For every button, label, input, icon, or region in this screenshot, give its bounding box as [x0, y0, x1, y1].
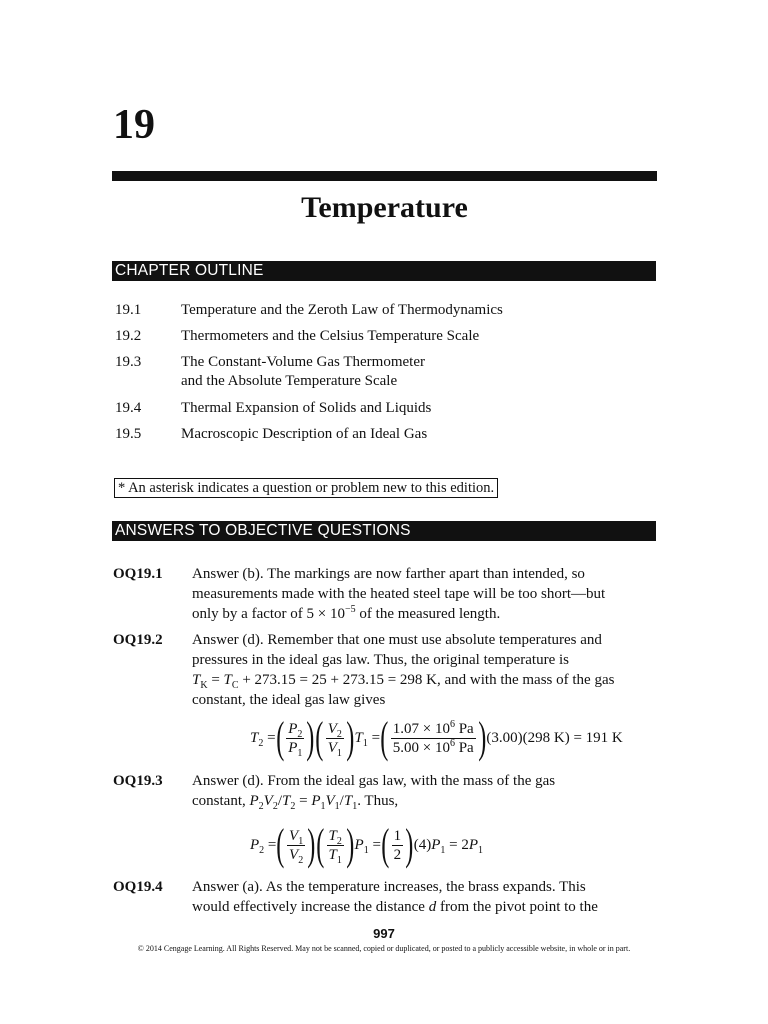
half-denominator: 2: [393, 846, 402, 863]
answer-text: [192, 630, 662, 710]
copyright-notice: © 2014 Cengage Learning. All Rights Reserved. May not be scanned, copied or duplicated, or posted to a publicly accessible website, in whole or in part.: [137, 944, 631, 953]
pressure-equation: $P_2$ = ( $\frac{V_1}{V_2}$ ) ( $\frac{T_2}{T_1}$ ) $P_1$ = ( $\frac{1}{2}$ ) $(4)P_1 = 2P_1$: [250, 820, 484, 869]
question-label: OQ19.1: [113, 566, 163, 582]
asterisk-note: * An asterisk indicates a question or problem new to this edition.: [114, 478, 498, 498]
exponent: 6: [449, 737, 455, 749]
answer-text: [192, 771, 662, 811]
answer-line: = 25 + 273.15 = 298 K, and with the mass of the gas: [299, 672, 615, 688]
chapter-rule: [112, 171, 657, 181]
question-label: OQ19.4: [113, 879, 163, 895]
equation-factor: (4): [413, 836, 432, 853]
exponent: 6: [449, 718, 455, 730]
objective-answers-heading: ANSWERS TO OBJECTIVE QUESTIONS: [112, 521, 656, 541]
outline-item-number: 19.2: [115, 328, 142, 344]
chapter-number: 19: [113, 102, 155, 148]
pressure-initial: 5.00 × 10: [392, 739, 450, 756]
answer-line: measurements made with the heated steel tape will be too short—but: [192, 586, 606, 602]
outline-item-number: 19.4: [115, 400, 142, 416]
outline-item-number: 19.5: [115, 426, 142, 442]
outline-item-title: Macroscopic Description of an Ideal Gas: [181, 426, 428, 442]
outline-item-title-line2: and the Absolute Temperature Scale: [181, 373, 398, 389]
page-number: 997: [373, 926, 395, 941]
chapter-title: Temperature: [301, 191, 468, 224]
answer-line: only by a factor of 5 × 10: [192, 606, 346, 622]
outline-item-title: Thermometers and the Celsius Temperature Scale: [181, 328, 480, 344]
answer-line: of the measured length.: [355, 606, 501, 622]
answer-text: [192, 564, 662, 624]
equation-result: (3.00)(298 K) = 191 K: [486, 729, 623, 746]
answer-line: constant, the ideal gas law gives: [192, 692, 386, 708]
chapter-outline-heading: CHAPTER OUTLINE: [112, 261, 656, 281]
answer-line: Answer (d). From the ideal gas law, with the mass of the gas: [192, 773, 556, 789]
answer-line: Answer (b). The markings are now farther apart than intended, so: [192, 566, 585, 582]
outline-item-title: The Constant-Volume Gas Thermometer: [181, 354, 425, 370]
unit: Pa: [458, 720, 474, 737]
answer-line: Answer (d). Remember that one must use absolute temperatures and: [192, 632, 602, 648]
answer-line: Answer (a). As the temperature increases, the brass expands. This: [192, 879, 586, 895]
ideal-gas-equation: $T_2$ = ( $\frac{P_2}{P_1}$ ) ( $\frac{V_2}{V_1}$ ) $T_1$ = ( $\frac{1.07 \times 10^6 Pa}{5.00 \times 10^6 Pa}$ ) (3.00)(298 K) = 191 K: [250, 713, 623, 762]
answer-text: [192, 877, 662, 917]
inline-equation: $P_2V_2/T_2 = P_1V_1/T_1$: [249, 793, 358, 812]
half-numerator: 1: [393, 827, 402, 844]
pressure-final: 1.07 × 10: [392, 720, 450, 737]
answer-line: from the pivot point to the: [439, 899, 598, 915]
unit: Pa: [458, 739, 474, 756]
outline-item-number: 19.3: [115, 354, 142, 370]
outline-item-title: Thermal Expansion of Solids and Liquids: [181, 400, 432, 416]
outline-item-title: Temperature and the Zeroth Law of Thermodynamics: [181, 302, 503, 318]
inline-equation: $T_K = T_C + 273.15$: [192, 672, 300, 691]
question-label: OQ19.2: [113, 632, 163, 648]
answer-line: would effectively increase the distance: [192, 899, 425, 915]
exponent: −5: [345, 604, 356, 615]
variable-d: d: [428, 899, 437, 915]
answer-line: constant,: [192, 793, 246, 809]
outline-item-number: 19.1: [115, 302, 142, 318]
answer-line: pressures in the ideal gas law. Thus, the original temperature is: [192, 652, 569, 668]
answer-line: . Thus,: [357, 793, 399, 809]
question-label: OQ19.3: [113, 773, 163, 789]
